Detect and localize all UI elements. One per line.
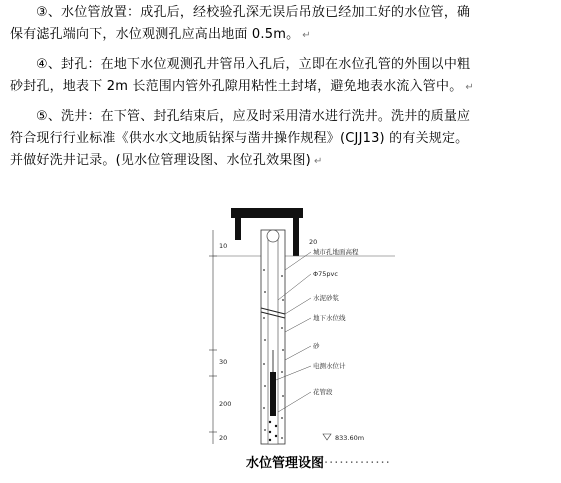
para-3-line-1: ③、水位管放置：成孔后，经校验孔深无误后吊放已经加工好的水位管，确	[36, 5, 471, 20]
cap-leg-left	[235, 218, 241, 240]
water-level-label: 地下水位线	[313, 314, 346, 322]
elevation-label: 833.60m	[335, 434, 365, 442]
dim-label: 30	[219, 358, 228, 366]
caption-title: 水位管理设图	[246, 456, 325, 471]
return-mark: ↵	[302, 30, 311, 41]
pipe-label: Φ75pvc	[313, 270, 338, 278]
cement-sand-label: 水泥砂浆	[313, 294, 339, 302]
caption-dots: ·············	[324, 456, 391, 471]
cap-leg-right	[293, 218, 299, 256]
pipe-cap	[231, 208, 303, 218]
water-level-pipe-diagram	[205, 200, 405, 450]
para-5-line-3: 并做好洗井记录。(见水位管理设图、水位孔效果图) ↵	[10, 153, 323, 168]
para-5-line-2: 符合现行行业标准《供水水文地质钻探与凿井操作规程》(CJJ13) 的有关规定。	[10, 131, 469, 146]
figure-caption	[246, 452, 391, 471]
water-level-gauge	[270, 372, 276, 416]
para-4-line-1: ④、封孔：在地下水位观测孔井管吊入孔后，立即在水位孔管的外围以中粗	[36, 57, 471, 72]
sand-label: 砂	[313, 342, 320, 350]
dim-label: 10	[219, 242, 228, 250]
para-3-line-2: 保有滤孔端向下，水位观测孔应高出地面 0.5m。 ↵	[10, 27, 311, 42]
ground-level-label: 城市孔地面高程	[313, 248, 359, 256]
dim-label: 20	[309, 238, 318, 246]
body-text	[10, 2, 555, 172]
pipe-top	[267, 230, 279, 242]
para-4-line-2: 砂封孔，地表下 2m 长范围内管外孔隙用粘性土封堵，避免地表水流入管中。 ↵	[10, 79, 474, 94]
gauge-label: 电测水位计	[313, 362, 346, 370]
dim-label: 200	[219, 400, 232, 408]
para-5-line-1: ⑤、洗井：在下管、封孔结束后，应及时采用清水进行洗井。洗井的质量应	[36, 109, 471, 124]
elevation-marker	[323, 434, 331, 440]
return-mark: ↵	[313, 156, 323, 167]
dim-label: 20	[219, 434, 228, 442]
filter-label: 花管段	[313, 388, 333, 396]
return-mark: ↵	[465, 82, 474, 93]
